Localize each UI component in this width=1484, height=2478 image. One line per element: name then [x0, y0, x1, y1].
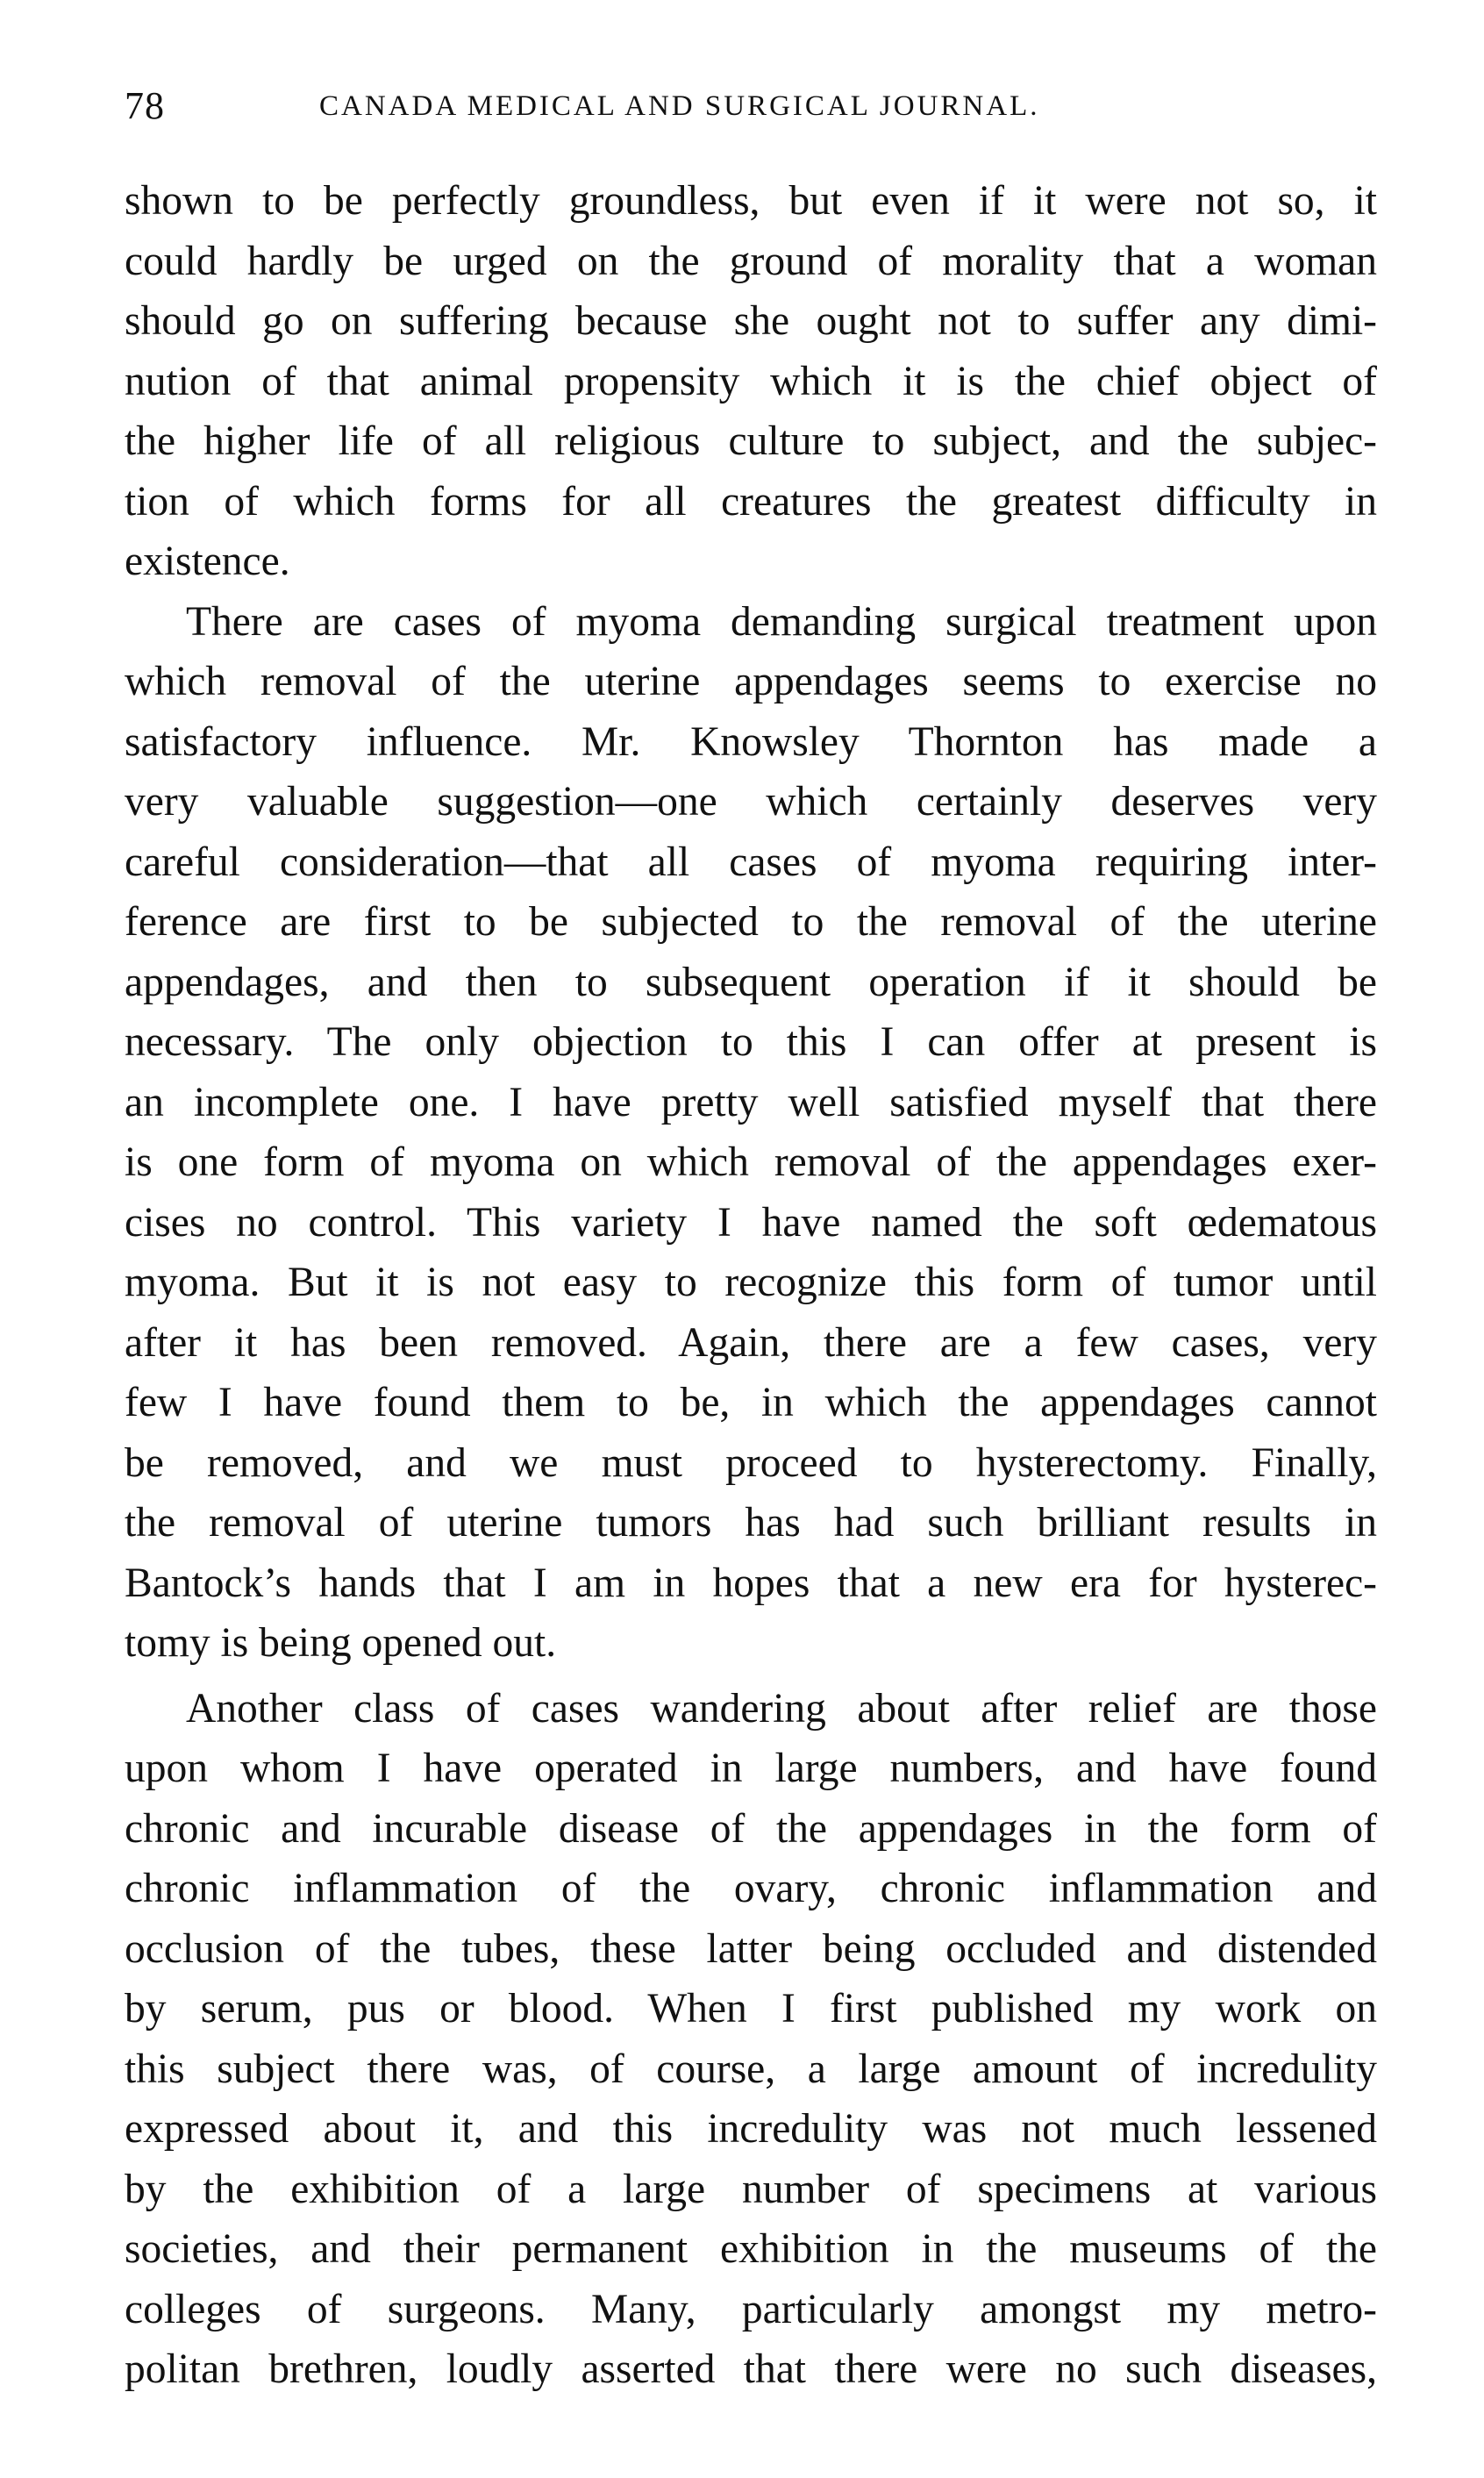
- text-line: existence.: [125, 539, 290, 584]
- text-line: necessary. The only objection to this I can offer at present is: [125, 1019, 1377, 1065]
- text-line: Bantock’s hands that I am in hopes that a new era for hysterec-: [125, 1560, 1377, 1606]
- text-line: tomy is being opened out.: [125, 1620, 557, 1666]
- text-line: be removed, and we must proceed to hysterectomy. Finally,: [125, 1439, 1377, 1486]
- text-line: by serum, pus or blood. When I first published my work on: [125, 1986, 1377, 2032]
- text-line: an incomplete one. I have pretty well satisfied myself that there: [125, 1079, 1377, 1125]
- text-line: the removal of uterine tumors has had such brilliant results in: [125, 1500, 1377, 1546]
- paragraph: [125, 592, 1377, 1674]
- text-line: chronic inflammation of the ovary, chronic inflammation and: [125, 1866, 1377, 1911]
- text-line: the higher life of all religious culture to subject, and the subjec-: [125, 418, 1377, 464]
- text-line: There are cases of myoma demanding surgical treatment upon: [186, 598, 1377, 645]
- text-line: societies, and their permanent exhibition in the museums of the: [125, 2226, 1377, 2272]
- text-line: shown to be perfectly groundless, but even if it were not so, it: [125, 178, 1377, 224]
- text-line: occlusion of the tubes, these latter being occluded and distended: [125, 1925, 1377, 1972]
- text-line: tion of which forms for all creatures the greatest difficulty in: [125, 478, 1377, 525]
- text-line: expressed about it, and this incredulity was not much lessened: [125, 2106, 1377, 2152]
- text-line: this subject there was, of course, a large amount of incredulity: [125, 2046, 1377, 2092]
- text-line: satisfactory influence. Mr. Knowsley Thornton has made a: [125, 718, 1377, 765]
- text-line: which removal of the uterine appendages seems to exercise no: [125, 659, 1377, 704]
- body-text: [125, 171, 1377, 2400]
- paragraph: [125, 171, 1377, 592]
- running-head: [125, 83, 1377, 136]
- text-line: ference are first to be subjected to the removal of the uterine: [125, 899, 1377, 945]
- text-line: appendages, and then to subsequent operation if it should be: [125, 959, 1377, 1005]
- text-line: could hardly be urged on the ground of morality that a woman: [125, 238, 1377, 284]
- text-line: after it has been removed. Again, there are a few cases, very: [125, 1319, 1377, 1366]
- text-line: upon whom I have operated in large numbers, and have found: [125, 1746, 1377, 1791]
- text-line: is one form of myoma on which removal of the appendages exer-: [125, 1139, 1377, 1185]
- text-line: careful consideration—that all cases of myoma requiring inter-: [125, 839, 1377, 885]
- text-line: few I have found them to be, in which the appendages cannot: [125, 1380, 1377, 1425]
- journal-page: [125, 83, 1377, 2417]
- text-line: cises no control. This variety I have named the soft œdematous: [125, 1199, 1377, 1246]
- page-number: 78: [125, 84, 165, 127]
- text-line: myoma. But it is not easy to recognize this form of tumor until: [125, 1260, 1377, 1305]
- text-line: colleges of surgeons. Many, particularly amongst my metro-: [125, 2286, 1377, 2332]
- text-line: Another class of cases wandering about after relief are those: [186, 1685, 1377, 1732]
- text-line: politan brethren, loudly asserted that there were no such diseases,: [125, 2346, 1377, 2392]
- text-line: nution of that animal propensity which it is the chief object of: [125, 358, 1377, 404]
- text-line: should go on suffering because she ought not to suffer any dimi-: [125, 298, 1377, 344]
- text-line: by the exhibition of a large number of specimens at various: [125, 2166, 1377, 2212]
- text-line: chronic and incurable disease of the appendages in the form of: [125, 1805, 1377, 1852]
- journal-title: CANADA MEDICAL AND SURGICAL JOURNAL.: [319, 90, 1040, 122]
- text-line: very valuable suggestion—one which certainly deserves very: [125, 779, 1377, 825]
- paragraph: [125, 1679, 1377, 2400]
